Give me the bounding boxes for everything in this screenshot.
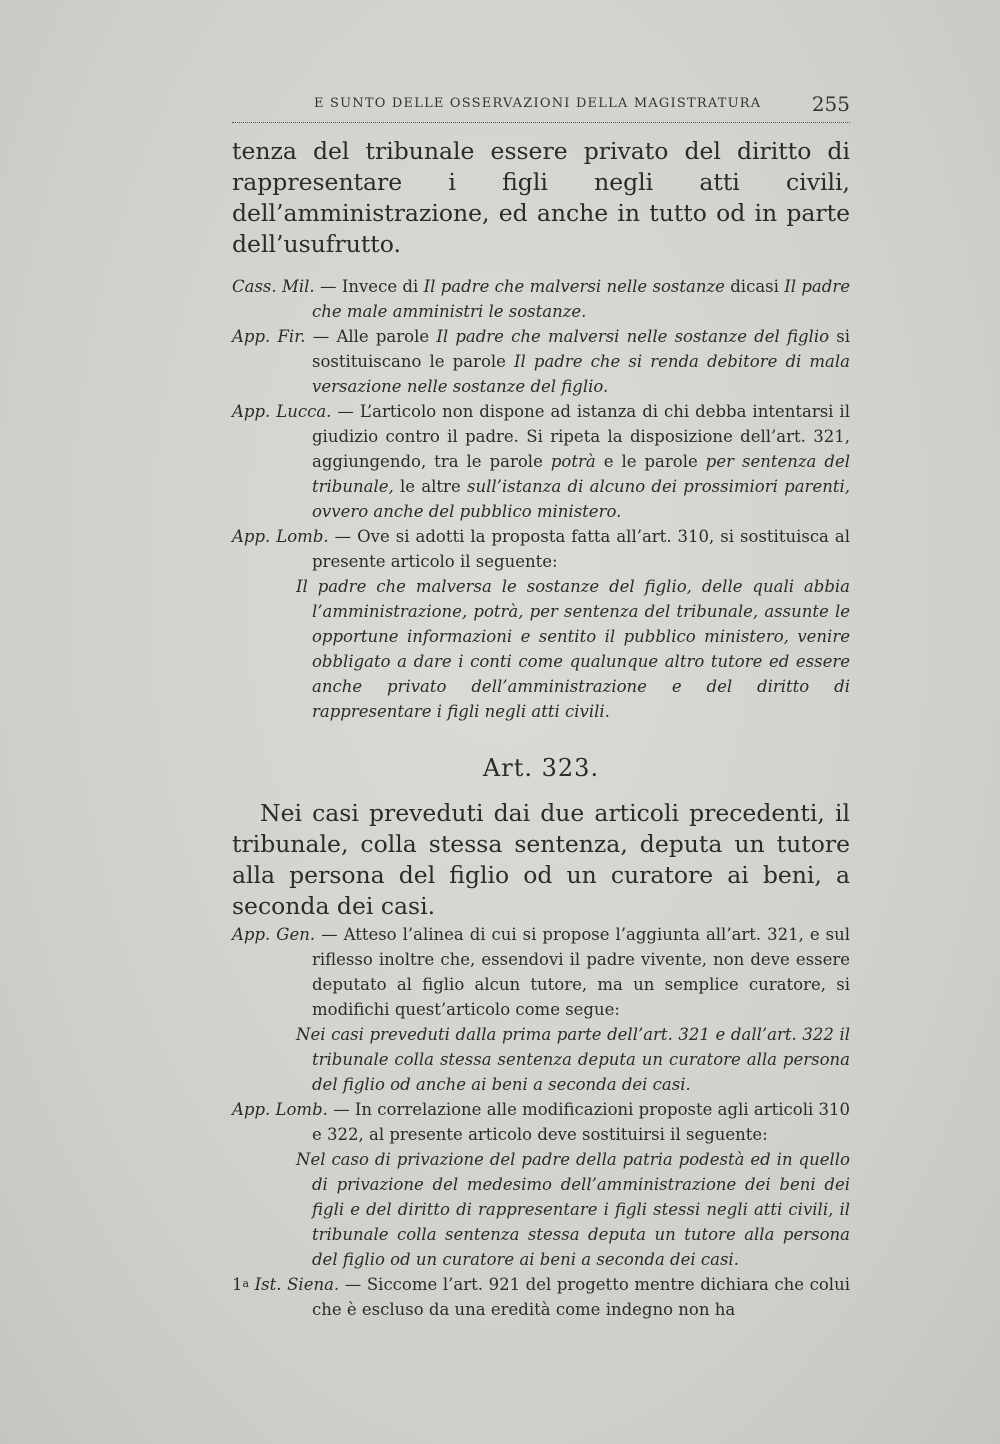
- observation-entry: [232, 922, 850, 1022]
- quoted-phrase: per sentenza del tribunale,: [312, 452, 850, 496]
- entry-number-superscript: a: [242, 1277, 250, 1290]
- observations-list-a: [232, 274, 850, 724]
- proposed-text: [232, 1022, 850, 1097]
- proposed-text: [232, 1147, 850, 1272]
- observation-text: Atteso l’alinea di cui si propose l’aggiunta all’art. 321, e sul riflesso inoltre che, essendovi il padre vivente, non deve essere deputato al figlio alcun tutore, ma un semplice curatore, si modifichi quest’articolo come segue:: [312, 925, 850, 1019]
- observation-source: Cass. Mil.: [232, 277, 315, 296]
- page-body: [232, 136, 850, 1322]
- proposed-text-body: Nel caso di privazione del padre della patria podestà ed in quello di privazione del medesimo dell’amministrazione dei beni dei figli e del diritto di rappresentare i figli stessi negli atti civili, il tribunale colla sentenza stessa deputa un tutore alla persona del figlio od un curatore ai beni a seconda dei casi.: [296, 1150, 850, 1269]
- observation-source: App. Lomb.: [232, 527, 329, 546]
- dash-separator: —: [328, 527, 358, 546]
- observation-text: dicasi: [724, 277, 785, 296]
- observation-text: Alle parole: [336, 327, 437, 346]
- observation-source: App. Gen.: [232, 925, 316, 944]
- quoted-phrase: Il padre che male amministri le sostanze.: [312, 277, 850, 321]
- dash-separator: —: [315, 925, 344, 944]
- quoted-phrase: Il padre che si renda debitore di mala versazione nelle sostanze del figlio.: [312, 352, 850, 396]
- proposed-text: [232, 574, 850, 724]
- dash-separator: —: [339, 1275, 367, 1294]
- observation-text: Ove si adotti la proposta fatta all’art. 310, si sostituisca al presente articolo il seguente:: [312, 527, 851, 571]
- dash-separator: —: [305, 327, 337, 346]
- entry-number: 1: [232, 1275, 243, 1294]
- observation-entry: [232, 274, 850, 324]
- observation-text: Siccome l’art. 921 del progetto mentre dichiara che colui che è escluso da una eredità come indegno non ha: [312, 1275, 850, 1319]
- observation-text: L’articolo non dispone ad istanza di chi debba intentarsi il giudizio contro il padre. Si ripeta la disposizione dell’art. 321, aggiungendo, tra le parole: [312, 402, 850, 471]
- observation-text: Invece di: [341, 277, 424, 296]
- observation-source: App. Lucca.: [232, 402, 332, 421]
- observation-text: le altre: [393, 477, 467, 496]
- observation-source: App. Lomb.: [232, 1100, 328, 1119]
- proposed-text-body: Il padre che malversa le sostanze del figlio, delle quali abbia l’amministrazione, potrà, per sentenza del tribunale, assunte le opportune informazioni e sentito il pubblico ministero, venire obbligato a dare i conti come qualunque altro tutore ed essere anche privato dell’amministrazione e del diritto di rappresentare i figli negli atti civili.: [296, 577, 850, 721]
- quoted-phrase: sull’istanza di alcuno dei prossimiori parenti, ovvero anche del pubblico ministero.: [312, 477, 850, 521]
- article-text: Nei casi preveduti dai due articoli precedenti, il tribunale, colla stessa sentenza, deputa un tutore alla persona del figlio od un curatore ai beni, a seconda dei casi.: [232, 799, 850, 920]
- dash-separator: —: [331, 402, 360, 421]
- proposed-text-body: Nei casi preveduti dalla prima parte dell’art. 321 e dall’art. 322 il tribunale colla stessa sentenza deputa un curatore alla persona del figlio od anche ai beni a seconda dei casi.: [296, 1025, 850, 1094]
- quoted-phrase: potrà: [550, 452, 596, 471]
- observation-entry: [232, 524, 850, 574]
- article-heading: Art. 323.: [482, 754, 600, 782]
- observation-source: App. Fir.: [232, 327, 306, 346]
- page-header: [232, 92, 850, 123]
- page-number: 255: [811, 92, 850, 116]
- quoted-phrase: Il padre che malversi nelle sostanze: [423, 277, 725, 296]
- observation-text: si sostituiscano le parole: [312, 327, 850, 371]
- continued-paragraph: tenza del tribunale essere privato del diritto di rappresentare i figli negli atti civili, dell’amministrazione, ed anche in tutto od in parte dell’usufrutto.: [232, 137, 850, 258]
- observation-text: e le parole: [595, 452, 706, 471]
- quoted-phrase: Il padre che malversi nelle sostanze del figlio: [436, 327, 830, 346]
- observations-list-b: [232, 922, 850, 1322]
- observation-source: Ist. Siena.: [254, 1275, 340, 1294]
- observation-entry: [232, 1272, 850, 1322]
- running-title: E SUNTO DELLE OSSERVAZIONI DELLA MAGISTRATURA: [314, 96, 762, 111]
- observation-entry: [232, 399, 850, 524]
- observation-entry: [232, 324, 850, 399]
- observation-text: In correlazione alle modificazioni proposte agli articoli 310 e 322, al presente articolo deve sostituirsi il seguente:: [312, 1100, 850, 1144]
- dash-separator: —: [314, 277, 342, 296]
- dash-separator: —: [327, 1100, 355, 1119]
- observation-entry: [232, 1097, 850, 1147]
